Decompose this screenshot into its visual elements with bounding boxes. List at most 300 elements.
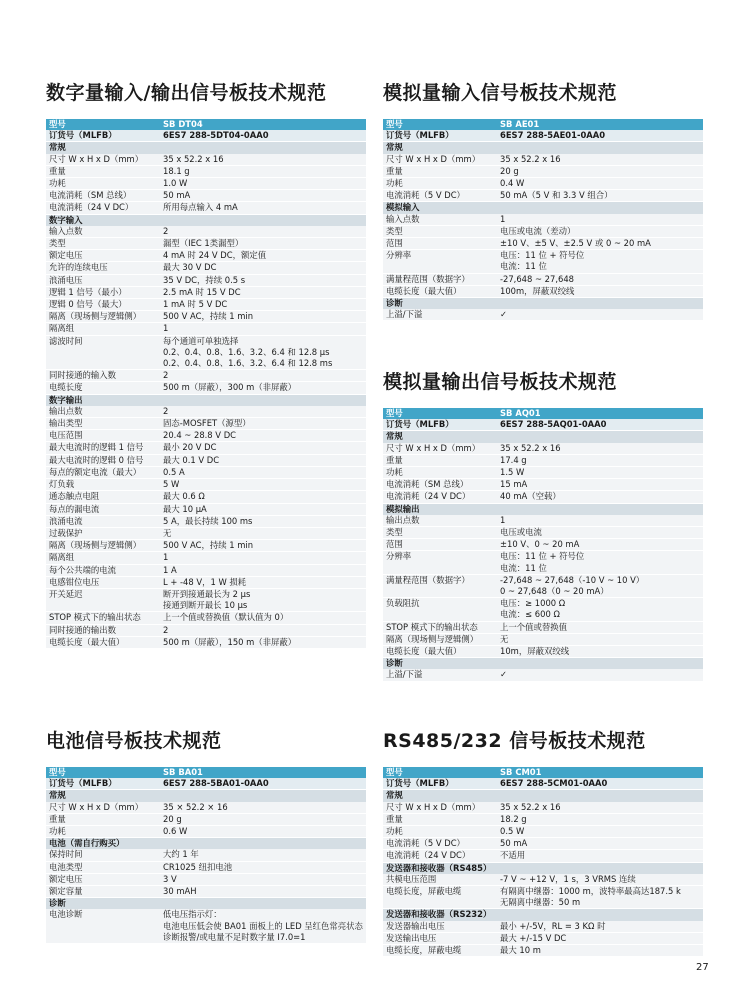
table-row bbox=[46, 202, 366, 214]
spec-value: 电池电压低会使 BA01 面板上的 LED 呈红色常亮状态 bbox=[160, 921, 366, 932]
spec-label: 上溢/下溢 bbox=[383, 669, 497, 681]
table-row bbox=[383, 874, 703, 886]
spec-label: 范围 bbox=[383, 238, 497, 250]
spec-value: 15 mA bbox=[497, 479, 703, 491]
spec-label: 订货号（MLFB） bbox=[383, 130, 497, 142]
section-aq01 bbox=[383, 367, 703, 682]
spec-value: 30 mAH bbox=[160, 886, 366, 898]
spec-label: 输出点数 bbox=[46, 406, 160, 418]
spec-value: 0 ~ 27,648（0 ~ 20 mA） bbox=[497, 586, 703, 598]
spec-value: 每个通道可单独选择 bbox=[160, 335, 366, 347]
spec-label: 电压范围 bbox=[46, 430, 160, 442]
spec-label: 输入点数 bbox=[383, 214, 497, 226]
table-row bbox=[383, 214, 703, 226]
spec-value: 100m，屏蔽双绞线 bbox=[497, 285, 703, 297]
spec-value: SB DT04 bbox=[160, 119, 366, 130]
spec-label: 发送器和接收器（RS232） bbox=[383, 909, 497, 921]
table-row bbox=[46, 226, 366, 238]
table-section-row bbox=[46, 790, 366, 802]
table-section-row bbox=[383, 909, 703, 921]
table-row bbox=[46, 491, 366, 503]
spec-value bbox=[160, 838, 366, 850]
spec-value: 电压：11 位 + 符号位 bbox=[497, 551, 703, 563]
spec-value: 500 m（屏蔽），300 m（非屏蔽） bbox=[160, 382, 366, 394]
spec-value: 所用每点输入 4 mA bbox=[160, 202, 366, 214]
spec-value: 5 W bbox=[160, 479, 366, 491]
spec-value: CR1025 纽扣电池 bbox=[160, 861, 366, 873]
spec-label: 型号 bbox=[46, 767, 160, 778]
table-row bbox=[46, 624, 366, 636]
spec-label: 重量 bbox=[46, 165, 160, 177]
page-number: 27 bbox=[696, 962, 709, 973]
spec-label: 额定电压 bbox=[46, 250, 160, 262]
spec-value: 电流：11 位 bbox=[497, 261, 703, 273]
spec-label: 型号 bbox=[383, 119, 497, 130]
spec-value: 18.1 g bbox=[160, 165, 366, 177]
spec-label: 最大电流时的逻辑 0 信号 bbox=[46, 454, 160, 466]
spec-value bbox=[160, 790, 366, 802]
spec-label bbox=[383, 897, 497, 909]
table-row bbox=[383, 563, 703, 575]
spec-value: 50 mA bbox=[160, 190, 366, 202]
spec-label: 输入点数 bbox=[46, 226, 160, 238]
table-header-row bbox=[383, 767, 703, 778]
spec-value: 6ES7 288-5AQ01-0AA0 bbox=[497, 419, 703, 431]
spec-value: 17.4 g bbox=[497, 454, 703, 466]
spec-label: 功耗 bbox=[383, 178, 497, 190]
table-row bbox=[46, 576, 366, 588]
spec-label bbox=[46, 932, 160, 944]
table-row bbox=[383, 633, 703, 645]
spec-label: 开关延迟 bbox=[46, 588, 160, 600]
table-row bbox=[46, 311, 366, 323]
table-row bbox=[383, 813, 703, 825]
spec-value: 500 V AC，持续 1 min bbox=[160, 540, 366, 552]
spec-value bbox=[160, 898, 366, 910]
spec-value: 最大 10 m bbox=[497, 945, 703, 957]
spec-value: SB BA01 bbox=[160, 767, 366, 778]
table-section-row bbox=[383, 503, 703, 515]
spec-value: 6ES7 288-5CM01-0AA0 bbox=[497, 778, 703, 790]
spec-label: 重量 bbox=[46, 813, 160, 825]
spec-label: 电流消耗（24 V DC） bbox=[383, 850, 497, 862]
spec-label: 尺寸 W x H x D（mm） bbox=[383, 154, 497, 166]
spec-value: 低电压指示灯： bbox=[160, 909, 366, 920]
spec-value bbox=[497, 431, 703, 443]
table-row bbox=[46, 479, 366, 491]
spec-value bbox=[160, 214, 366, 226]
section-title: RS485/232 信号板技术规范 bbox=[383, 730, 646, 752]
spec-label: 电池类型 bbox=[46, 861, 160, 873]
spec-label: 额定电压 bbox=[46, 873, 160, 885]
table-row bbox=[46, 238, 366, 250]
spec-value: 10m，屏蔽双绞线 bbox=[497, 646, 703, 658]
spec-value: 0.6 W bbox=[160, 826, 366, 838]
spec-label: 同时接通的输入数 bbox=[46, 370, 160, 382]
spec-value bbox=[497, 790, 703, 802]
spec-label: 订货号（MLFB） bbox=[383, 778, 497, 790]
spec-value: 1 bbox=[497, 515, 703, 527]
table-section-row bbox=[383, 862, 703, 874]
spec-label: 过载保护 bbox=[46, 527, 160, 539]
spec-value: -27,648 ~ 27,648 bbox=[497, 273, 703, 285]
spec-label: 电流消耗（5 V DC） bbox=[383, 838, 497, 850]
spec-label: 电流消耗（5 V DC） bbox=[383, 190, 497, 202]
spec-value: 1 bbox=[160, 552, 366, 564]
table-row bbox=[46, 442, 366, 454]
spec-label: 数字输出 bbox=[46, 394, 160, 406]
spec-value: 500 V AC，持续 1 min bbox=[160, 311, 366, 323]
spec-label: 每点的漏电流 bbox=[46, 503, 160, 515]
spec-label: 发送输出电压 bbox=[383, 932, 497, 944]
table-section-row bbox=[383, 790, 703, 802]
spec-value: SB CM01 bbox=[497, 767, 703, 778]
table-row bbox=[383, 932, 703, 944]
spec-label: 订货号（MLFB） bbox=[383, 419, 497, 431]
spec-value: 无 bbox=[497, 633, 703, 645]
spec-value: 电压或电流（差动） bbox=[497, 225, 703, 237]
spec-label: 通态触点电阻 bbox=[46, 491, 160, 503]
table-row bbox=[46, 418, 366, 430]
spec-label: 满量程范围（数据字） bbox=[383, 273, 497, 285]
table-row bbox=[383, 261, 703, 273]
spec-value: 诊断报警/或电量不足时数字量 I7.0=1 bbox=[160, 932, 366, 944]
table-row bbox=[46, 262, 366, 274]
spec-value: 1 A bbox=[160, 564, 366, 576]
spec-value: 最小 +/-5V，RL = 3 KΩ 时 bbox=[497, 921, 703, 933]
spec-value: SB AE01 bbox=[497, 119, 703, 130]
table-row bbox=[383, 238, 703, 250]
spec-label: 输出类型 bbox=[46, 418, 160, 430]
spec-label: 数字输入 bbox=[46, 214, 160, 226]
spec-label: 隔离（现场侧与逻辑侧） bbox=[46, 311, 160, 323]
table-row bbox=[46, 849, 366, 861]
spec-label: 常规 bbox=[46, 142, 160, 154]
spec-value: 最大 0.6 Ω bbox=[160, 491, 366, 503]
spec-value: 断开到接通最长为 2 μs bbox=[160, 588, 366, 600]
table-row bbox=[46, 430, 366, 442]
spec-label: 电池诊断 bbox=[46, 909, 160, 920]
spec-label: 诊断 bbox=[383, 298, 497, 310]
spec-label: 诊断 bbox=[46, 898, 160, 910]
spec-value: 4 mA 时 24 V DC，额定值 bbox=[160, 250, 366, 262]
table-section-row bbox=[46, 214, 366, 226]
spec-value: 20.4 ~ 28.8 V DC bbox=[160, 430, 366, 442]
spec-label bbox=[383, 563, 497, 575]
spec-label: 电缆长度，屏蔽电缆 bbox=[383, 886, 497, 898]
spec-value: 漏型（IEC 1类漏型） bbox=[160, 238, 366, 250]
spec-value bbox=[497, 298, 703, 310]
spec-value: 上一个值或替换值（默认值为 0） bbox=[160, 612, 366, 624]
table-row bbox=[46, 154, 366, 166]
spec-value: 电压或电流 bbox=[497, 527, 703, 539]
table-row bbox=[383, 646, 703, 658]
spec-label: 常规 bbox=[383, 431, 497, 443]
table-header-row bbox=[46, 119, 366, 130]
spec-label: 电流消耗（SM 总线） bbox=[46, 190, 160, 202]
spec-value: 1 bbox=[497, 214, 703, 226]
spec-label: 同时接通的输出数 bbox=[46, 624, 160, 636]
spec-label: 电缆长度（最大值） bbox=[383, 646, 497, 658]
spec-label: 电池（需自行购买） bbox=[46, 838, 160, 850]
table-row bbox=[383, 574, 703, 586]
spec-label: 浪涌电流 bbox=[46, 515, 160, 527]
table-section-row bbox=[46, 142, 366, 154]
spec-value bbox=[160, 142, 366, 154]
table-row bbox=[46, 382, 366, 394]
spec-label: 电缆长度（最大值） bbox=[46, 636, 160, 648]
spec-value: 0.5 W bbox=[497, 826, 703, 838]
spec-label: 隔离组 bbox=[46, 552, 160, 564]
table-row bbox=[383, 225, 703, 237]
section-cm01 bbox=[383, 726, 703, 957]
spec-value bbox=[497, 909, 703, 921]
table-row bbox=[46, 813, 366, 825]
spec-table bbox=[383, 119, 703, 321]
table-row bbox=[46, 873, 366, 885]
table-row bbox=[46, 178, 366, 190]
spec-label: 电缆长度（最大值） bbox=[383, 285, 497, 297]
spec-value: 大约 1 年 bbox=[160, 849, 366, 861]
table-row bbox=[383, 850, 703, 862]
table-row bbox=[46, 347, 366, 358]
spec-label: 额定容量 bbox=[46, 886, 160, 898]
spec-label: 重量 bbox=[383, 813, 497, 825]
spec-value: 35 V DC，持续 0.5 s bbox=[160, 274, 366, 286]
table-section-row bbox=[383, 202, 703, 214]
table-row bbox=[383, 621, 703, 633]
spec-value: 无隔离中继器：50 m bbox=[497, 897, 703, 909]
spec-label: 分辨率 bbox=[383, 551, 497, 563]
spec-label: 满量程范围（数据字） bbox=[383, 574, 497, 586]
spec-value: 5 A，最长持续 100 ms bbox=[160, 515, 366, 527]
table-row bbox=[46, 274, 366, 286]
table-row bbox=[383, 443, 703, 455]
spec-label: STOP 模式下的输出状态 bbox=[383, 621, 497, 633]
spec-value: 接通到断开最长 10 μs bbox=[160, 600, 366, 612]
spec-label: 功耗 bbox=[46, 178, 160, 190]
table-row bbox=[383, 479, 703, 491]
spec-value: 有隔离中继器：1000 m，波特率最高达187.5 k bbox=[497, 886, 703, 898]
spec-value: ✓ bbox=[497, 309, 703, 321]
table-row bbox=[46, 370, 366, 382]
spec-value: 6ES7 288-5DT04-0AA0 bbox=[160, 130, 366, 142]
table-header-row bbox=[383, 119, 703, 130]
table-row bbox=[46, 503, 366, 515]
spec-value: 最大 10 μA bbox=[160, 503, 366, 515]
spec-label bbox=[383, 586, 497, 598]
spec-label: 每个公共端的电流 bbox=[46, 564, 160, 576]
spec-label: 隔离组 bbox=[46, 323, 160, 335]
section-title: 数字量输入/输出信号板技术规范 bbox=[46, 82, 327, 104]
spec-label: 上溢/下溢 bbox=[383, 309, 497, 321]
table-row bbox=[383, 897, 703, 909]
spec-label: 逻辑 1 信号（最小） bbox=[46, 286, 160, 298]
spec-label: 功耗 bbox=[383, 467, 497, 479]
spec-value: 2 bbox=[160, 370, 366, 382]
table-row bbox=[46, 802, 366, 814]
table-row bbox=[46, 932, 366, 944]
spec-label bbox=[46, 347, 160, 358]
spec-value: 固态-MOSFET（源型） bbox=[160, 418, 366, 430]
section-ba01 bbox=[46, 726, 366, 944]
table-row bbox=[383, 669, 703, 681]
table-row bbox=[383, 165, 703, 177]
spec-value bbox=[497, 503, 703, 515]
spec-value: 1.5 W bbox=[497, 467, 703, 479]
spec-value: 最大 0.1 V DC bbox=[160, 454, 366, 466]
table-section-row bbox=[46, 898, 366, 910]
spec-label: 尺寸 W x H x D（mm） bbox=[383, 443, 497, 455]
spec-label: 每点的额定电流（最大） bbox=[46, 466, 160, 478]
spec-value: 2 bbox=[160, 624, 366, 636]
spec-label: 诊断 bbox=[383, 658, 497, 670]
spec-label: 范围 bbox=[383, 539, 497, 551]
table-header-row bbox=[383, 408, 703, 419]
table-row bbox=[383, 826, 703, 838]
table-row bbox=[383, 945, 703, 957]
spec-value: 50 mA bbox=[497, 838, 703, 850]
spec-label: 型号 bbox=[383, 767, 497, 778]
table-section-row bbox=[383, 142, 703, 154]
spec-label: 尺寸 W x H x D（mm） bbox=[46, 802, 160, 814]
spec-label: 浪涌电压 bbox=[46, 274, 160, 286]
spec-value: 35 x 52.2 x 16 bbox=[497, 443, 703, 455]
spec-value: 不适用 bbox=[497, 850, 703, 862]
table-row bbox=[383, 285, 703, 297]
table-row bbox=[46, 358, 366, 370]
table-row bbox=[46, 552, 366, 564]
table-row bbox=[46, 600, 366, 612]
table-section-row bbox=[46, 838, 366, 850]
spec-label: 类型 bbox=[383, 527, 497, 539]
spec-label bbox=[383, 609, 497, 621]
spec-value: ±10 V、0 ~ 20 mA bbox=[497, 539, 703, 551]
spec-label: 功耗 bbox=[46, 826, 160, 838]
spec-label: 型号 bbox=[383, 408, 497, 419]
table-section-row bbox=[383, 658, 703, 670]
spec-label: 型号 bbox=[46, 119, 160, 130]
spec-label: 负载阻抗 bbox=[383, 598, 497, 610]
table-section-row bbox=[383, 431, 703, 443]
spec-label: 订货号（MLFB） bbox=[46, 130, 160, 142]
spec-label: 逻辑 0 信号（最大） bbox=[46, 299, 160, 311]
table-row bbox=[383, 130, 703, 142]
spec-label: 隔离（现场侧与逻辑侧） bbox=[383, 633, 497, 645]
table-row bbox=[46, 527, 366, 539]
table-row bbox=[383, 838, 703, 850]
spec-label: 电感钳位电压 bbox=[46, 576, 160, 588]
section-ae01 bbox=[383, 78, 703, 321]
spec-value: 1 mA 时 5 V DC bbox=[160, 299, 366, 311]
table-row bbox=[46, 130, 366, 142]
spec-label: 最大电流时的逻辑 1 信号 bbox=[46, 442, 160, 454]
spec-label: 类型 bbox=[46, 238, 160, 250]
table-row bbox=[46, 826, 366, 838]
spec-label: 功耗 bbox=[383, 826, 497, 838]
spec-value: 1 bbox=[160, 323, 366, 335]
spec-label bbox=[46, 358, 160, 370]
spec-label bbox=[46, 600, 160, 612]
spec-label: 共模电压范围 bbox=[383, 874, 497, 886]
table-row bbox=[383, 309, 703, 321]
table-row bbox=[46, 909, 366, 920]
spec-value: L + -48 V，1 W 损耗 bbox=[160, 576, 366, 588]
spec-label: 模拟输入 bbox=[383, 202, 497, 214]
table-row bbox=[383, 778, 703, 790]
spec-value: 0.5 A bbox=[160, 466, 366, 478]
table-row bbox=[383, 586, 703, 598]
table-row bbox=[46, 286, 366, 298]
spec-value: 电流：≤ 600 Ω bbox=[497, 609, 703, 621]
table-row bbox=[383, 273, 703, 285]
spec-label: 灯负载 bbox=[46, 479, 160, 491]
table-row bbox=[46, 406, 366, 418]
spec-value: 电压：11 位 + 符号位 bbox=[497, 250, 703, 262]
spec-value: SB AQ01 bbox=[497, 408, 703, 419]
table-row bbox=[46, 886, 366, 898]
spec-label: 隔离（现场侧与逻辑侧） bbox=[46, 540, 160, 552]
table-row bbox=[46, 921, 366, 932]
table-row bbox=[46, 612, 366, 624]
section-dt04 bbox=[46, 78, 366, 649]
spec-label: 电缆长度，屏蔽电缆 bbox=[383, 945, 497, 957]
spec-label: 发送器和接收器（RS485） bbox=[383, 862, 497, 874]
table-row bbox=[46, 323, 366, 335]
table-row bbox=[383, 190, 703, 202]
spec-label: 输出点数 bbox=[383, 515, 497, 527]
spec-value: -27,648 ~ 27,648（-10 V ~ 10 V） bbox=[497, 574, 703, 586]
table-row bbox=[383, 467, 703, 479]
table-row bbox=[383, 802, 703, 814]
spec-table bbox=[46, 119, 366, 649]
spec-value: 无 bbox=[160, 527, 366, 539]
spec-label: 发送器输出电压 bbox=[383, 921, 497, 933]
spec-label bbox=[46, 921, 160, 932]
section-title: 模拟量输入信号板技术规范 bbox=[383, 82, 618, 104]
spec-label: 重量 bbox=[383, 454, 497, 466]
table-row bbox=[383, 178, 703, 190]
spec-value: 0.2、0.4、0.8、1.6、3.2、6.4 和 12.8 μs bbox=[160, 347, 366, 358]
spec-value: 35 × 52.2 × 16 bbox=[160, 802, 366, 814]
spec-label bbox=[383, 261, 497, 273]
spec-label: STOP 模式下的输出状态 bbox=[46, 612, 160, 624]
table-section-row bbox=[46, 394, 366, 406]
table-row bbox=[383, 598, 703, 610]
table-row bbox=[46, 466, 366, 478]
spec-value: ±10 V、±5 V、±2.5 V 或 0 ~ 20 mA bbox=[497, 238, 703, 250]
spec-value: 最大 30 V DC bbox=[160, 262, 366, 274]
spec-label: 电流消耗（SM 总线） bbox=[383, 479, 497, 491]
section-title: 模拟量输出信号板技术规范 bbox=[383, 371, 618, 393]
spec-table bbox=[46, 767, 366, 944]
spec-value: 电压：≥ 1000 Ω bbox=[497, 598, 703, 610]
spec-value: 18.2 g bbox=[497, 813, 703, 825]
table-section-row bbox=[383, 298, 703, 310]
spec-value: 0.4 W bbox=[497, 178, 703, 190]
table-row bbox=[383, 419, 703, 431]
table-row bbox=[46, 454, 366, 466]
table-row bbox=[46, 540, 366, 552]
spec-value: 0.2、0.4、0.8、1.6、3.2、6.4 和 12.8 ms bbox=[160, 358, 366, 370]
spec-label: 保持时间 bbox=[46, 849, 160, 861]
table-row bbox=[46, 299, 366, 311]
spec-value bbox=[497, 142, 703, 154]
spec-label: 电流消耗（24 V DC） bbox=[46, 202, 160, 214]
table-row bbox=[383, 609, 703, 621]
table-row bbox=[46, 588, 366, 600]
spec-label: 模拟输出 bbox=[383, 503, 497, 515]
